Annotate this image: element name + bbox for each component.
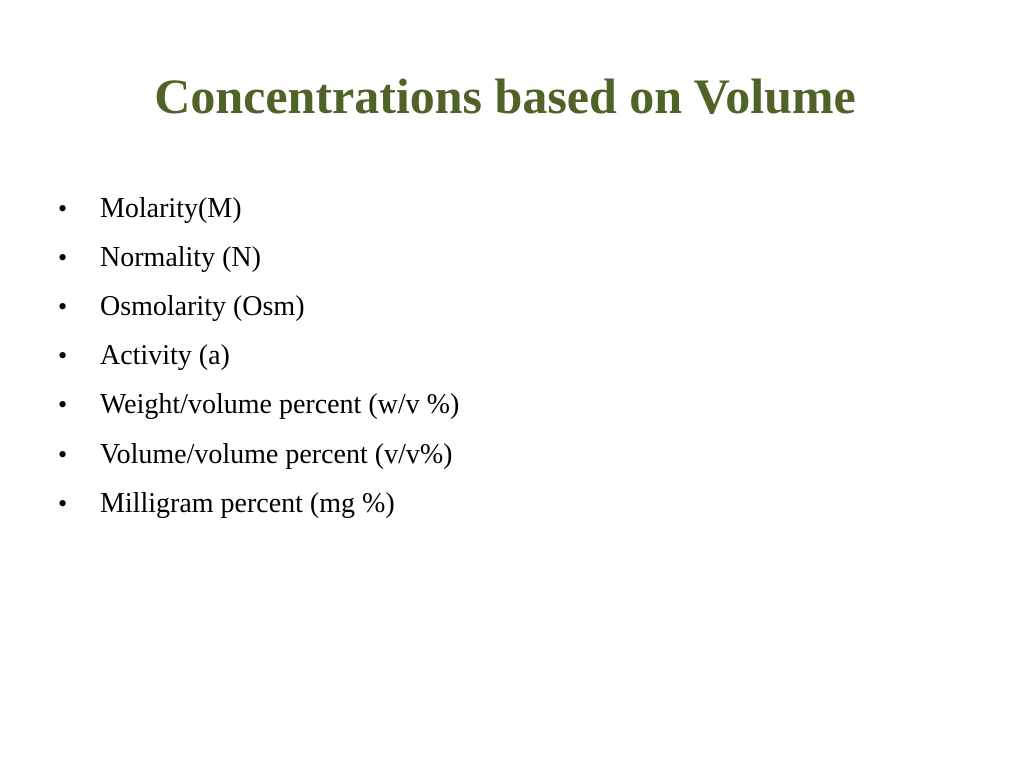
bullet-text: Activity (a) (100, 340, 230, 372)
bullet-text: Normality (N) (100, 241, 261, 273)
slide-title: Concentrations based on Volume (154, 68, 856, 124)
bullet-item-volume-volume-percent (58, 430, 459, 479)
bullet-icon: • (58, 193, 68, 223)
bullet-icon: • (58, 439, 68, 469)
bullet-item-activity (58, 332, 459, 381)
bullet-text: Milligram percent (mg %) (100, 487, 395, 519)
bullet-item-weight-volume-percent (58, 381, 459, 430)
bullet-text: Osmolarity (Osm) (100, 290, 305, 322)
bullet-list (58, 184, 459, 528)
bullet-item-normality (58, 233, 459, 282)
bullet-text: Molarity(M) (100, 192, 242, 224)
bullet-item-molarity (58, 184, 459, 233)
bullet-item-milligram-percent (58, 479, 459, 528)
bullet-icon: • (58, 242, 68, 272)
bullet-icon: • (58, 390, 68, 420)
bullet-icon: • (58, 291, 68, 321)
bullet-icon: • (58, 341, 68, 371)
bullet-text: Volume/volume percent (v/v%) (100, 438, 453, 470)
bullet-item-osmolarity (58, 282, 459, 331)
bullet-icon: • (58, 488, 68, 518)
bullet-text: Weight/volume percent (w/v %) (100, 389, 460, 421)
